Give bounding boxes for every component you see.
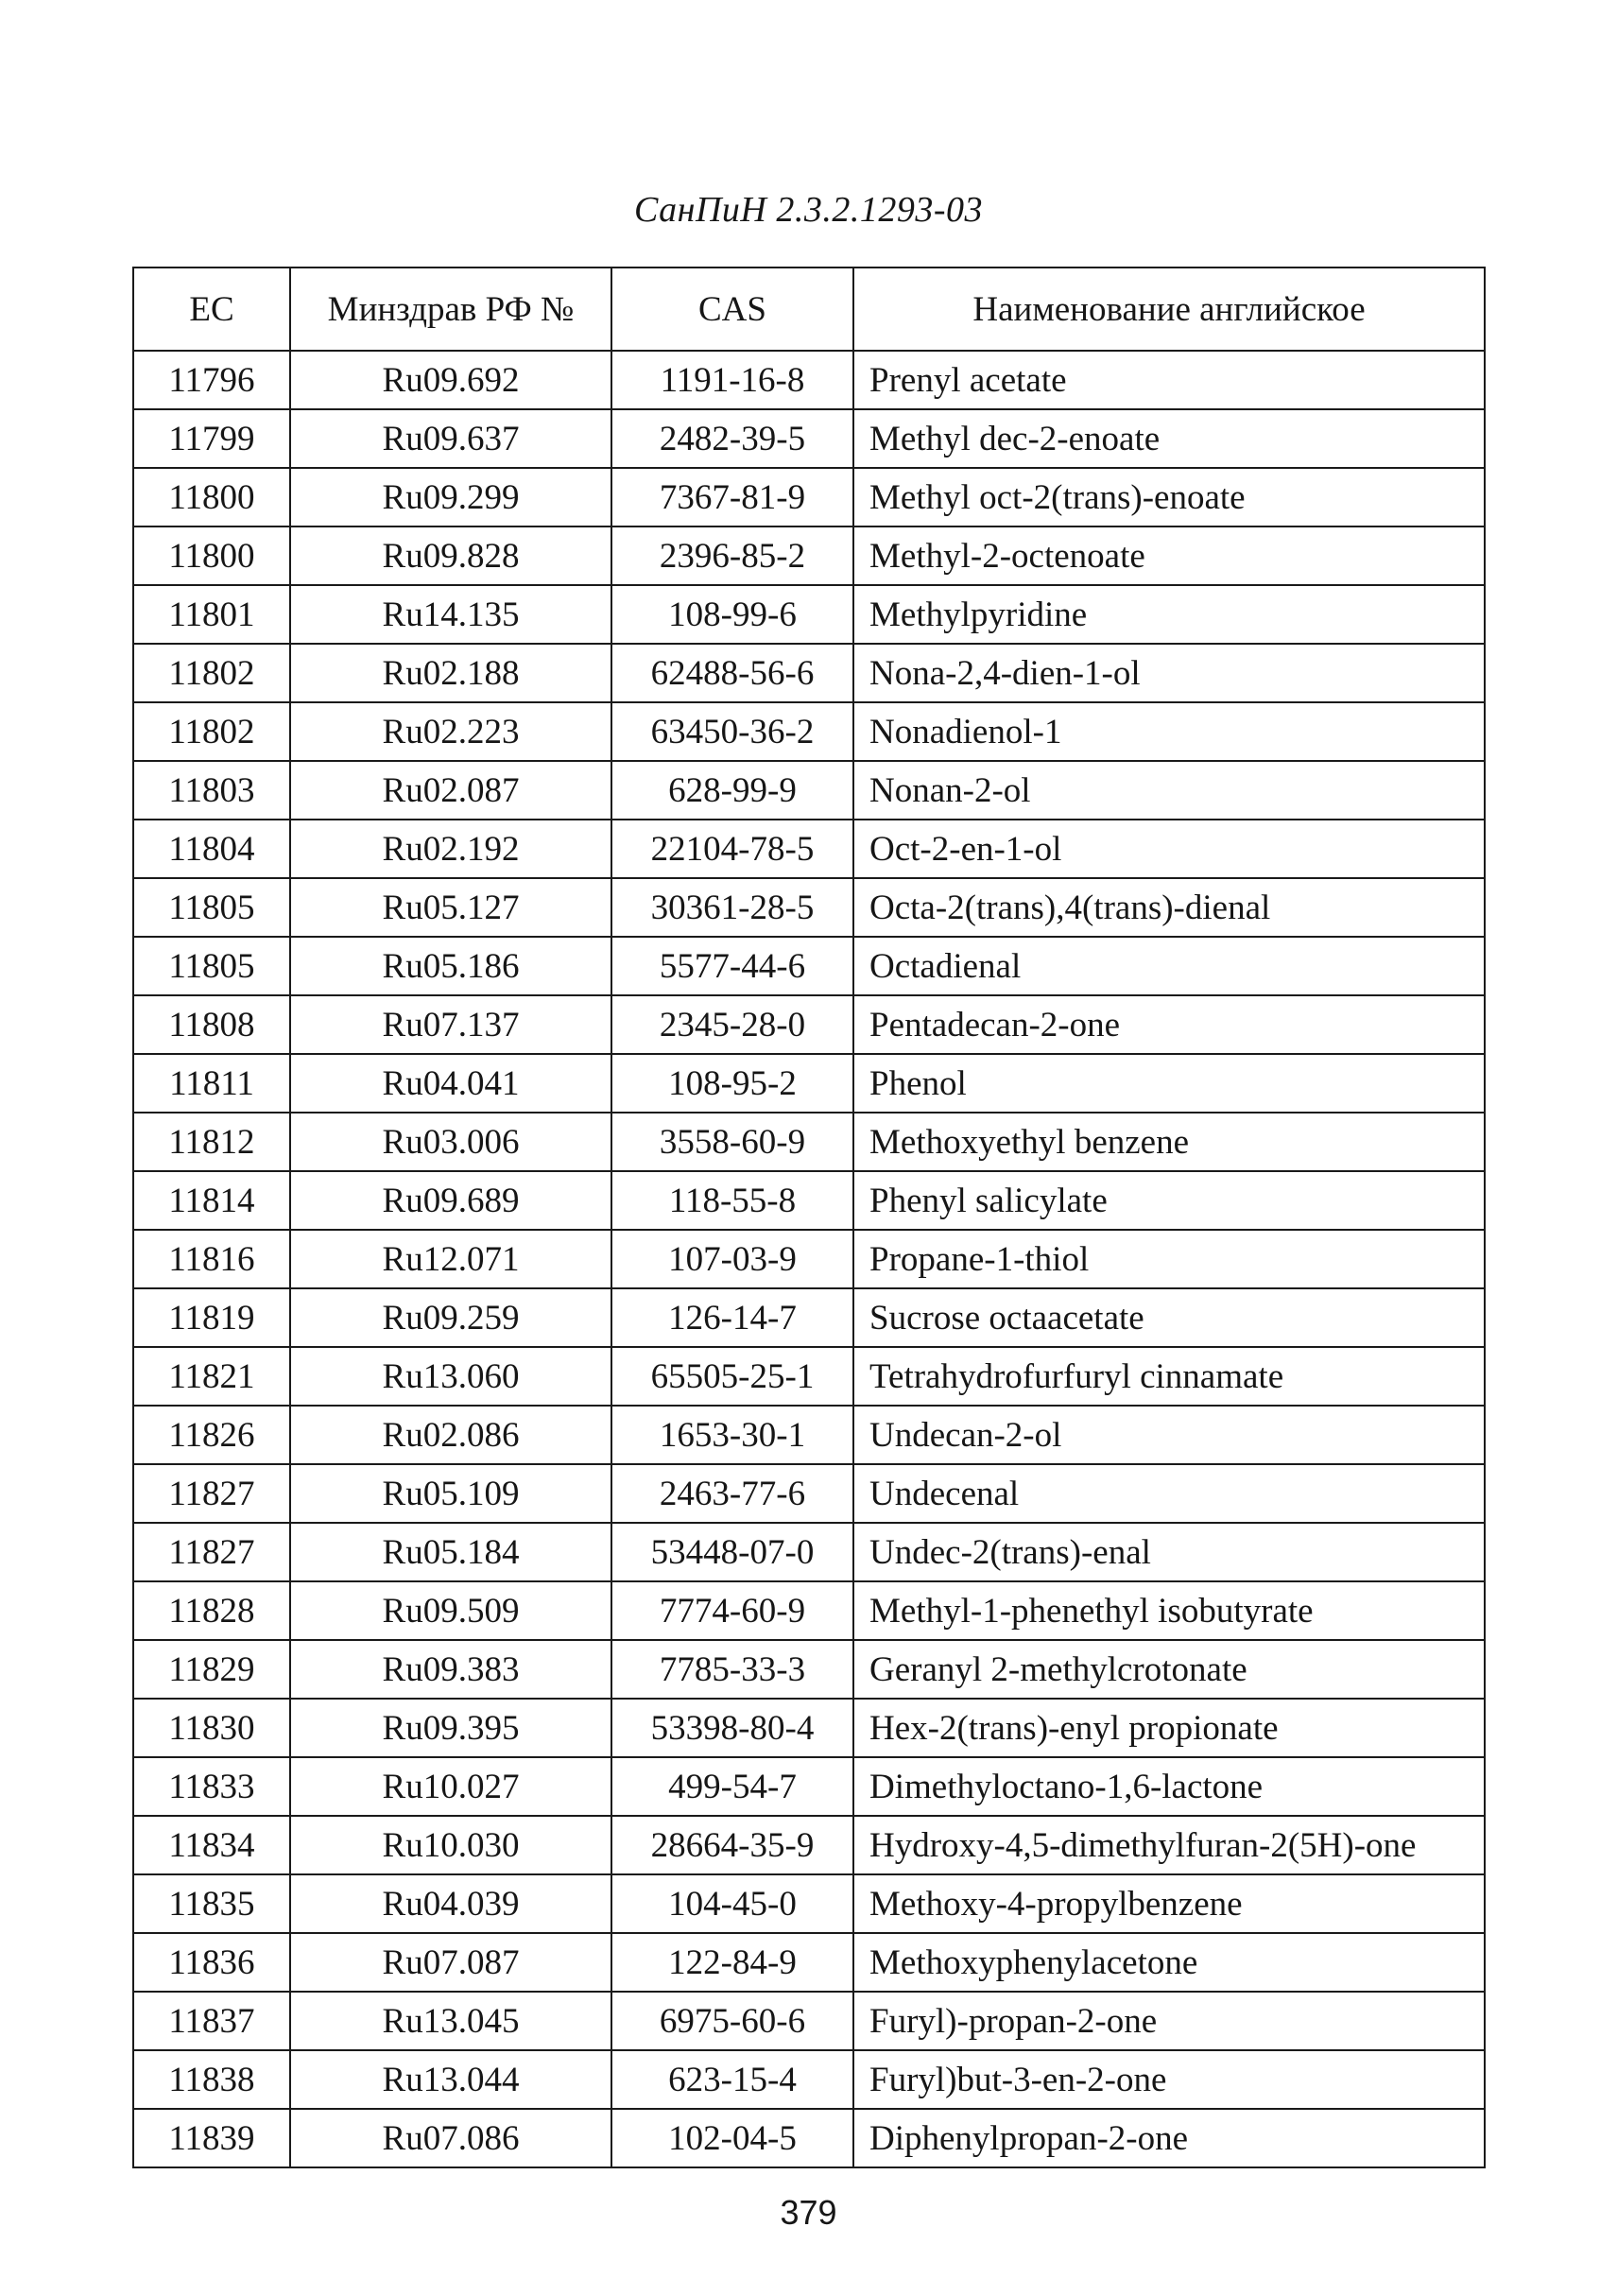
table-row bbox=[133, 1113, 1485, 1171]
cas-cell: 62488-56-6 bbox=[611, 644, 853, 702]
table-row bbox=[133, 1230, 1485, 1288]
cas-cell: 30361-28-5 bbox=[611, 878, 853, 937]
cas-cell: 628-99-9 bbox=[611, 761, 853, 820]
ec-cell: 11800 bbox=[133, 468, 290, 527]
document-header: СанПиН 2.3.2.1293-03 bbox=[634, 190, 983, 230]
ec-cell: 11803 bbox=[133, 761, 290, 820]
name-cell: Propane-1-thiol bbox=[853, 1230, 1485, 1288]
table-row bbox=[133, 585, 1485, 644]
table-row bbox=[133, 1171, 1485, 1230]
table-row bbox=[133, 1406, 1485, 1464]
minzdrav-cell: Ru09.383 bbox=[290, 1640, 611, 1699]
cas-cell: 1191-16-8 bbox=[611, 351, 853, 409]
minzdrav-cell: Ru04.041 bbox=[290, 1054, 611, 1113]
minzdrav-cell: Ru13.044 bbox=[290, 2050, 611, 2109]
cas-cell: 108-95-2 bbox=[611, 1054, 853, 1113]
ec-cell: 11804 bbox=[133, 820, 290, 878]
cas-cell: 499-54-7 bbox=[611, 1757, 853, 1816]
ec-cell: 11802 bbox=[133, 702, 290, 761]
minzdrav-cell: Ru05.184 bbox=[290, 1523, 611, 1581]
cas-cell: 102-04-5 bbox=[611, 2109, 853, 2167]
cas-cell: 63450-36-2 bbox=[611, 702, 853, 761]
table-row bbox=[133, 409, 1485, 468]
cas-cell: 3558-60-9 bbox=[611, 1113, 853, 1171]
table-body bbox=[133, 351, 1485, 2167]
minzdrav-cell: Ru10.027 bbox=[290, 1757, 611, 1816]
cas-cell: 7367-81-9 bbox=[611, 468, 853, 527]
name-cell: Prenyl acetate bbox=[853, 351, 1485, 409]
column-header-cas: CAS bbox=[611, 268, 853, 351]
cas-cell: 108-99-6 bbox=[611, 585, 853, 644]
ec-cell: 11821 bbox=[133, 1347, 290, 1406]
minzdrav-cell: Ru05.186 bbox=[290, 937, 611, 995]
ec-cell: 11800 bbox=[133, 527, 290, 585]
name-cell: Undecenal bbox=[853, 1464, 1485, 1523]
cas-cell: 104-45-0 bbox=[611, 1874, 853, 1933]
substances-table bbox=[132, 267, 1486, 2168]
minzdrav-cell: Ru04.039 bbox=[290, 1874, 611, 1933]
ec-cell: 11836 bbox=[133, 1933, 290, 1992]
minzdrav-cell: Ru09.689 bbox=[290, 1171, 611, 1230]
table-row bbox=[133, 1523, 1485, 1581]
table-row bbox=[133, 1874, 1485, 1933]
name-cell: Undec-2(trans)-enal bbox=[853, 1523, 1485, 1581]
column-header-minzdrav: Минздрав РФ № bbox=[290, 268, 611, 351]
table-row bbox=[133, 644, 1485, 702]
ec-cell: 11835 bbox=[133, 1874, 290, 1933]
name-cell: Undecan-2-ol bbox=[853, 1406, 1485, 1464]
ec-cell: 11829 bbox=[133, 1640, 290, 1699]
minzdrav-cell: Ru09.828 bbox=[290, 527, 611, 585]
name-cell: Phenol bbox=[853, 1054, 1485, 1113]
ec-cell: 11799 bbox=[133, 409, 290, 468]
minzdrav-cell: Ru09.299 bbox=[290, 468, 611, 527]
table-row bbox=[133, 1992, 1485, 2050]
minzdrav-cell: Ru10.030 bbox=[290, 1816, 611, 1874]
ec-cell: 11830 bbox=[133, 1699, 290, 1757]
header-row bbox=[133, 268, 1485, 351]
table-row bbox=[133, 468, 1485, 527]
ec-cell: 11805 bbox=[133, 878, 290, 937]
cas-cell: 28664-35-9 bbox=[611, 1816, 853, 1874]
name-cell: Tetrahydrofurfuryl cinnamate bbox=[853, 1347, 1485, 1406]
table-row bbox=[133, 1054, 1485, 1113]
table-row bbox=[133, 878, 1485, 937]
minzdrav-cell: Ru02.223 bbox=[290, 702, 611, 761]
name-cell: Dimethyloctano-1,6-lactone bbox=[853, 1757, 1485, 1816]
minzdrav-cell: Ru02.086 bbox=[290, 1406, 611, 1464]
minzdrav-cell: Ru13.060 bbox=[290, 1347, 611, 1406]
name-cell: Sucrose octaacetate bbox=[853, 1288, 1485, 1347]
table-header bbox=[133, 268, 1485, 351]
minzdrav-cell: Ru14.135 bbox=[290, 585, 611, 644]
cas-cell: 65505-25-1 bbox=[611, 1347, 853, 1406]
cas-cell: 2482-39-5 bbox=[611, 409, 853, 468]
cas-cell: 5577-44-6 bbox=[611, 937, 853, 995]
table-row bbox=[133, 1288, 1485, 1347]
table-row bbox=[133, 820, 1485, 878]
ec-cell: 11808 bbox=[133, 995, 290, 1054]
ec-cell: 11796 bbox=[133, 351, 290, 409]
name-cell: Nonadienol-1 bbox=[853, 702, 1485, 761]
minzdrav-cell: Ru09.395 bbox=[290, 1699, 611, 1757]
cas-cell: 22104-78-5 bbox=[611, 820, 853, 878]
table-row bbox=[133, 1933, 1485, 1992]
minzdrav-cell: Ru09.259 bbox=[290, 1288, 611, 1347]
minzdrav-cell: Ru02.192 bbox=[290, 820, 611, 878]
minzdrav-cell: Ru03.006 bbox=[290, 1113, 611, 1171]
cas-cell: 2463-77-6 bbox=[611, 1464, 853, 1523]
name-cell: Methylpyridine bbox=[853, 585, 1485, 644]
ec-cell: 11838 bbox=[133, 2050, 290, 2109]
table-row bbox=[133, 1347, 1485, 1406]
table-row bbox=[133, 2109, 1485, 2167]
ec-cell: 11828 bbox=[133, 1581, 290, 1640]
name-cell: Pentadecan-2-one bbox=[853, 995, 1485, 1054]
name-cell: Methyl oct-2(trans)-enoate bbox=[853, 468, 1485, 527]
name-cell: Furyl)-propan-2-one bbox=[853, 1992, 1485, 2050]
ec-cell: 11819 bbox=[133, 1288, 290, 1347]
name-cell: Nonan-2-ol bbox=[853, 761, 1485, 820]
cas-cell: 6975-60-6 bbox=[611, 1992, 853, 2050]
ec-cell: 11814 bbox=[133, 1171, 290, 1230]
minzdrav-cell: Ru02.188 bbox=[290, 644, 611, 702]
name-cell: Furyl)but-3-en-2-one bbox=[853, 2050, 1485, 2109]
table-row bbox=[133, 1757, 1485, 1816]
ec-cell: 11834 bbox=[133, 1816, 290, 1874]
name-cell: Methyl-1-phenethyl isobutyrate bbox=[853, 1581, 1485, 1640]
ec-cell: 11827 bbox=[133, 1523, 290, 1581]
name-cell: Methoxyethyl benzene bbox=[853, 1113, 1485, 1171]
ec-cell: 11801 bbox=[133, 585, 290, 644]
table-row bbox=[133, 1699, 1485, 1757]
column-header-ec: EC bbox=[133, 268, 290, 351]
cas-cell: 53398-80-4 bbox=[611, 1699, 853, 1757]
table-row bbox=[133, 351, 1485, 409]
minzdrav-cell: Ru07.086 bbox=[290, 2109, 611, 2167]
page-number: 379 bbox=[780, 2193, 837, 2232]
minzdrav-cell: Ru07.137 bbox=[290, 995, 611, 1054]
cas-cell: 2345-28-0 bbox=[611, 995, 853, 1054]
ec-cell: 11827 bbox=[133, 1464, 290, 1523]
table-row bbox=[133, 1581, 1485, 1640]
minzdrav-cell: Ru05.127 bbox=[290, 878, 611, 937]
name-cell: Methyl dec-2-enoate bbox=[853, 409, 1485, 468]
ec-cell: 11833 bbox=[133, 1757, 290, 1816]
ec-cell: 11837 bbox=[133, 1992, 290, 2050]
ec-cell: 11811 bbox=[133, 1054, 290, 1113]
column-header-name: Наименование английское bbox=[853, 268, 1485, 351]
table-row bbox=[133, 1640, 1485, 1699]
minzdrav-cell: Ru12.071 bbox=[290, 1230, 611, 1288]
table-row bbox=[133, 2050, 1485, 2109]
name-cell: Phenyl salicylate bbox=[853, 1171, 1485, 1230]
cas-cell: 107-03-9 bbox=[611, 1230, 853, 1288]
cas-cell: 7774-60-9 bbox=[611, 1581, 853, 1640]
name-cell: Methoxyphenylacetone bbox=[853, 1933, 1485, 1992]
minzdrav-cell: Ru07.087 bbox=[290, 1933, 611, 1992]
cas-cell: 2396-85-2 bbox=[611, 527, 853, 585]
table-row bbox=[133, 1816, 1485, 1874]
ec-cell: 11805 bbox=[133, 937, 290, 995]
cas-cell: 126-14-7 bbox=[611, 1288, 853, 1347]
minzdrav-cell: Ru13.045 bbox=[290, 1992, 611, 2050]
minzdrav-cell: Ru02.087 bbox=[290, 761, 611, 820]
minzdrav-cell: Ru05.109 bbox=[290, 1464, 611, 1523]
minzdrav-cell: Ru09.509 bbox=[290, 1581, 611, 1640]
name-cell: Methoxy-4-propylbenzene bbox=[853, 1874, 1485, 1933]
name-cell: Hex-2(trans)-enyl propionate bbox=[853, 1699, 1485, 1757]
cas-cell: 118-55-8 bbox=[611, 1171, 853, 1230]
cas-cell: 53448-07-0 bbox=[611, 1523, 853, 1581]
name-cell: Nona-2,4-dien-1-ol bbox=[853, 644, 1485, 702]
ec-cell: 11839 bbox=[133, 2109, 290, 2167]
name-cell: Geranyl 2-methylcrotonate bbox=[853, 1640, 1485, 1699]
table-row bbox=[133, 1464, 1485, 1523]
name-cell: Oct-2-en-1-ol bbox=[853, 820, 1485, 878]
name-cell: Methyl-2-octenoate bbox=[853, 527, 1485, 585]
cas-cell: 1653-30-1 bbox=[611, 1406, 853, 1464]
minzdrav-cell: Ru09.637 bbox=[290, 409, 611, 468]
cas-cell: 623-15-4 bbox=[611, 2050, 853, 2109]
minzdrav-cell: Ru09.692 bbox=[290, 351, 611, 409]
table-row bbox=[133, 937, 1485, 995]
name-cell: Octadienal bbox=[853, 937, 1485, 995]
table-row bbox=[133, 702, 1485, 761]
cas-cell: 7785-33-3 bbox=[611, 1640, 853, 1699]
name-cell: Diphenylpropan-2-one bbox=[853, 2109, 1485, 2167]
name-cell: Hydroxy-4,5-dimethylfuran-2(5H)-one bbox=[853, 1816, 1485, 1874]
cas-cell: 122-84-9 bbox=[611, 1933, 853, 1992]
ec-cell: 11816 bbox=[133, 1230, 290, 1288]
ec-cell: 11812 bbox=[133, 1113, 290, 1171]
table-row bbox=[133, 527, 1485, 585]
table-row bbox=[133, 995, 1485, 1054]
table-row bbox=[133, 761, 1485, 820]
ec-cell: 11802 bbox=[133, 644, 290, 702]
ec-cell: 11826 bbox=[133, 1406, 290, 1464]
name-cell: Octa-2(trans),4(trans)-dienal bbox=[853, 878, 1485, 937]
